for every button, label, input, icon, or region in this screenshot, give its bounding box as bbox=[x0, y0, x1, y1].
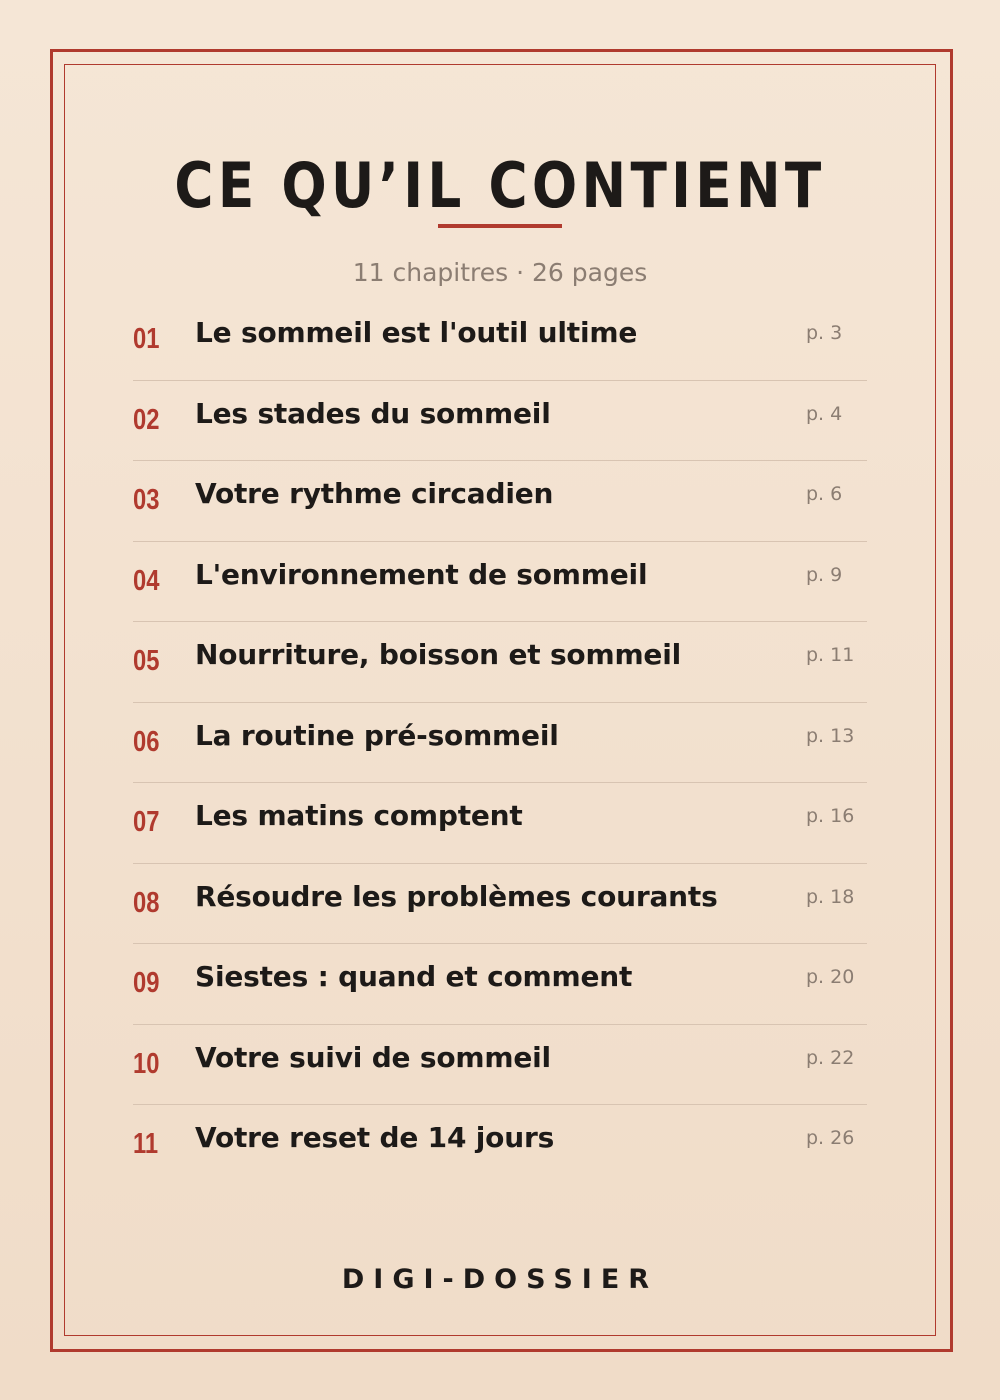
chapter-title: L'environnement de sommeil bbox=[195, 557, 648, 591]
chapter-title: Votre suivi de sommeil bbox=[195, 1040, 551, 1074]
chapter-number: 04 bbox=[133, 564, 160, 597]
chapter-title: La routine pré-sommeil bbox=[195, 718, 559, 752]
chapter-number: 01 bbox=[133, 323, 160, 355]
chapter-number: 09 bbox=[133, 967, 160, 999]
chapter-number: 05 bbox=[133, 645, 160, 677]
chapter-number: 06 bbox=[133, 725, 160, 758]
chapter-title: Les matins comptent bbox=[195, 799, 523, 832]
toc-row[interactable] bbox=[133, 300, 867, 381]
chapter-title: Votre reset de 14 jours bbox=[195, 1121, 555, 1154]
chapter-title: Votre rythme circadien bbox=[195, 477, 554, 510]
toc-row[interactable] bbox=[133, 381, 867, 462]
chapter-title: Les stades du sommeil bbox=[195, 396, 551, 430]
chapter-page: p. 16 bbox=[806, 805, 855, 827]
toc-row[interactable] bbox=[133, 703, 867, 784]
toc-row[interactable] bbox=[133, 622, 867, 703]
chapter-title: Le sommeil est l'outil ultime bbox=[195, 316, 638, 349]
page-title: CE QU’IL CONTIENT bbox=[174, 149, 826, 222]
chapter-page: p. 22 bbox=[806, 1046, 855, 1069]
chapter-title: Résoudre les problèmes courants bbox=[195, 879, 718, 913]
toc-row[interactable] bbox=[133, 542, 867, 623]
chapter-page: p. 6 bbox=[806, 483, 843, 505]
chapter-number: 02 bbox=[133, 403, 160, 436]
chapter-number: 03 bbox=[133, 484, 160, 516]
chapter-number: 07 bbox=[133, 806, 160, 838]
toc-row[interactable] bbox=[133, 944, 867, 1025]
chapter-page: p. 11 bbox=[806, 644, 855, 666]
chapter-number: 11 bbox=[133, 1128, 159, 1160]
toc-row[interactable] bbox=[133, 461, 867, 542]
chapter-title: Nourriture, boisson et sommeil bbox=[195, 638, 682, 671]
chapter-title: Siestes : quand et comment bbox=[195, 960, 633, 993]
chapter-number: 08 bbox=[133, 886, 160, 919]
toc-row[interactable] bbox=[133, 864, 867, 945]
chapter-page: p. 3 bbox=[806, 322, 843, 344]
chapter-page: p. 9 bbox=[806, 563, 843, 586]
chapter-number: 10 bbox=[133, 1047, 160, 1080]
chapter-page: p. 20 bbox=[806, 966, 855, 988]
chapter-page: p. 4 bbox=[806, 402, 843, 425]
chapter-page: p. 26 bbox=[806, 1127, 855, 1149]
chapter-page: p. 13 bbox=[806, 724, 855, 747]
table-of-contents bbox=[133, 300, 867, 1186]
brand-footer: DIGI-DOSSIER bbox=[341, 1264, 659, 1295]
toc-row[interactable] bbox=[133, 783, 867, 864]
toc-row[interactable] bbox=[133, 1025, 867, 1106]
page-subtitle: 11 chapitres · 26 pages bbox=[352, 258, 648, 287]
chapter-page: p. 18 bbox=[806, 885, 855, 908]
toc-row[interactable] bbox=[133, 1105, 867, 1186]
title-underline bbox=[438, 224, 562, 228]
